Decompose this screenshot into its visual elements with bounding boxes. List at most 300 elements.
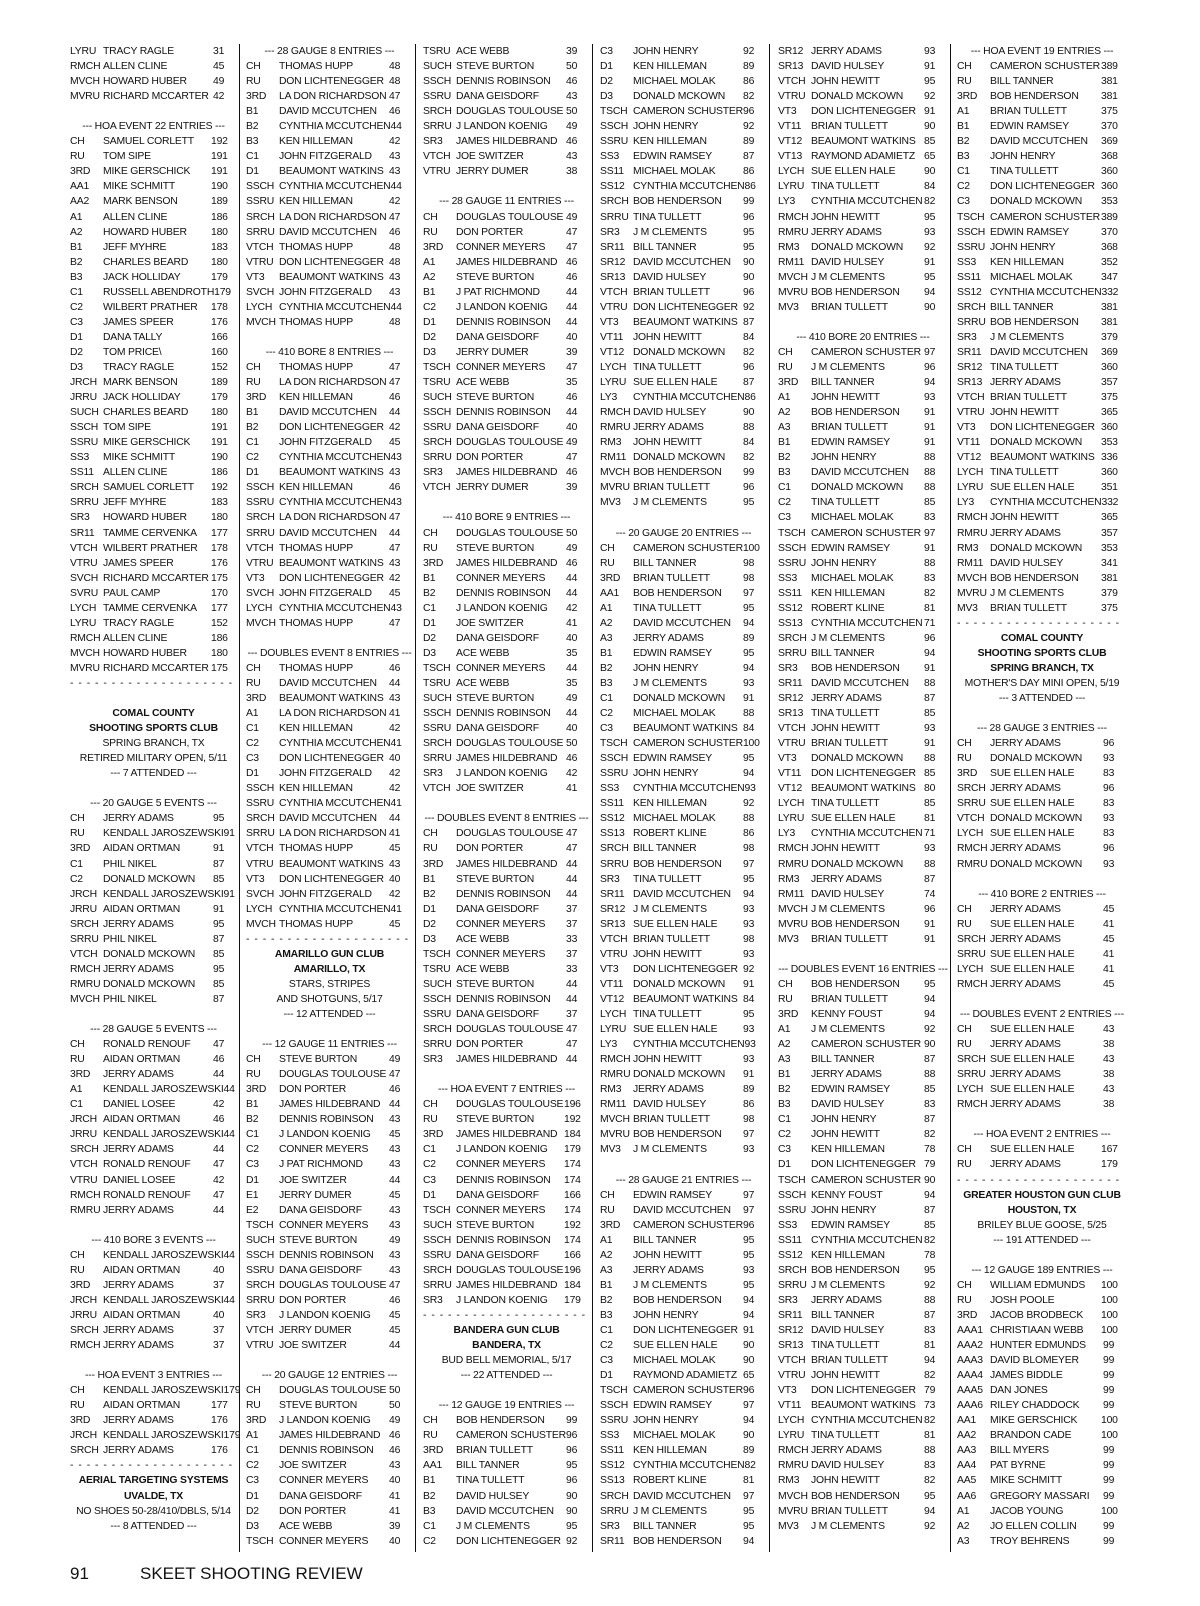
shooter-name: SUE ELLEN HALE (990, 948, 1075, 960)
shooter-name: MICHAEL MOLAK (811, 512, 894, 524)
award-class: RU (423, 1430, 438, 1442)
result-row (778, 74, 948, 89)
score: 41 (566, 617, 578, 629)
score: 90 (566, 1490, 578, 1502)
award-class: AA5 (957, 1475, 977, 1487)
shooter-name: DONALD MCKOWN (811, 753, 904, 765)
result-row (957, 480, 1127, 495)
result-row (600, 225, 767, 240)
shooter-name: DONALD MCKOWN (633, 452, 726, 464)
shooter-name: MIKE GERSCHICK (103, 166, 191, 178)
shooter-name: BOB HENDERSON (990, 316, 1079, 328)
shooter-name: BEAUMONT WATKINS (279, 166, 384, 178)
score: 99 (1103, 1445, 1115, 1457)
award-class: CH (957, 738, 972, 750)
score: 95 (743, 1505, 755, 1517)
result-row (246, 1112, 413, 1127)
score: 44 (389, 1340, 401, 1352)
award-class: LYCH (600, 361, 627, 373)
shooter-name: DON LICHTENEGGER (633, 301, 738, 313)
shooter-name: DENNIS ROBINSON (456, 888, 551, 900)
result-row (600, 556, 767, 571)
score: 84 (743, 331, 755, 343)
shooter-name: DON LICHTENEGGER (811, 1385, 916, 1397)
award-class: SSCH (778, 542, 807, 554)
shooter-name: J M CLEMENTS (633, 226, 707, 238)
result-row (600, 495, 767, 510)
result-row (778, 676, 948, 691)
shooter-name: DOUGLAS TOULOUSE (456, 1099, 564, 1111)
event-header: --- 28 GAUGE 21 ENTRIES --- (615, 1174, 752, 1186)
shooter-name: DENNIS ROBINSON (456, 993, 551, 1005)
score: 87 (924, 1204, 936, 1216)
score: 97 (924, 527, 936, 539)
shooter-name: JERRY ADAMS (103, 1340, 174, 1352)
result-row (246, 450, 413, 465)
score: 92 (924, 1520, 936, 1532)
award-class: SRRU (246, 1294, 275, 1306)
result-row (778, 781, 948, 796)
shooter-name: BOB HENDERSON (633, 858, 722, 870)
score: 94 (743, 1415, 755, 1427)
shooter-name: JACK HOLLIDAY (103, 271, 181, 283)
award-class: RMCH (778, 211, 809, 223)
result-row (70, 616, 237, 631)
score: 93 (744, 1039, 756, 1051)
shooter-name: J LANDON KOENIG (279, 1129, 371, 1141)
result-row (70, 210, 237, 225)
award-class: LYCH (778, 166, 805, 178)
score: 369 (1101, 346, 1118, 358)
result-row (423, 661, 590, 676)
shooter-name: CONNER MEYERS (456, 241, 546, 253)
score: 91 (924, 918, 936, 930)
result-row (778, 119, 948, 134)
score: 152 (211, 361, 228, 373)
shooter-name: JERRY DUMER (279, 1324, 352, 1336)
club-info: STARS, STRIPES (288, 978, 371, 990)
shooter-name: JOHN HEWITT (811, 392, 880, 404)
score: 84 (743, 723, 755, 735)
score: 152 (211, 617, 228, 629)
shooter-name: MIKE SCHMITT (990, 1475, 1063, 1487)
score: 88 (924, 557, 936, 569)
award-class: VT3 (778, 1385, 797, 1397)
score: 95 (924, 1264, 936, 1276)
shooter-name: BEAUMONT WATKINS (279, 467, 384, 479)
result-row (778, 1383, 948, 1398)
award-class: VT3 (600, 316, 619, 328)
shooter-name: DONALD MCKOWN (103, 948, 196, 960)
score: 191 (211, 166, 228, 178)
score: 96 (566, 1475, 578, 1487)
result-row (246, 586, 413, 601)
award-class: LY3 (600, 1039, 618, 1051)
result-row (778, 1398, 948, 1413)
shooter-name: DOUGLAS TOULOUSE (456, 437, 564, 449)
result-row (70, 661, 237, 676)
award-class: B3 (957, 151, 970, 163)
score: 47 (566, 361, 578, 373)
shooter-name: BEAUMONT WATKINS (633, 316, 738, 328)
award-class: D1 (70, 331, 83, 343)
award-class: AAA2 (957, 1340, 983, 1352)
score: 91 (924, 437, 936, 449)
award-class: C3 (600, 723, 613, 735)
award-class: A2 (70, 226, 83, 238)
shooter-name: DON LICHTENEGGER (456, 1535, 561, 1547)
result-row (70, 480, 237, 495)
award-class: VT13 (778, 151, 803, 163)
shooter-name: BRIAN TULLETT (633, 572, 710, 584)
result-row (70, 1067, 237, 1082)
award-class: C2 (423, 1159, 436, 1171)
score: 183 (211, 241, 228, 253)
award-class: SSCH (600, 753, 629, 765)
result-row (70, 450, 237, 465)
score: 47 (566, 241, 578, 253)
shooter-name: KEN HILLEMAN (990, 256, 1064, 268)
result-row (246, 1097, 413, 1112)
score: 71 (924, 617, 936, 629)
event-header: --- 12 GAUGE 11 ENTRIES --- (262, 1039, 397, 1051)
award-class: SRRU (600, 211, 629, 223)
shooter-name: SAMUEL CORLETT (103, 136, 194, 148)
award-class: RMCH (957, 843, 988, 855)
result-row (423, 1248, 590, 1263)
shooter-name: CAMERON SCHUSTER (633, 738, 743, 750)
result-row (423, 826, 590, 841)
result-row (423, 345, 590, 360)
page-footer (70, 1564, 363, 1584)
result-row (957, 1473, 1127, 1488)
award-class: VTRU (600, 948, 628, 960)
score: 43 (389, 1114, 401, 1126)
award-class: RMRU (600, 1069, 631, 1081)
shooter-name: J M CLEMENTS (811, 903, 885, 915)
result-row (600, 1263, 767, 1278)
score: 81 (924, 1340, 936, 1352)
award-class: LYRU (600, 377, 627, 389)
award-class: MVCH (778, 271, 808, 283)
result-row (246, 541, 413, 556)
award-class: C3 (246, 1475, 259, 1487)
shooter-name: DANA GEISDORF (456, 1189, 539, 1201)
award-class: SSRU (246, 798, 275, 810)
award-class: SSRU (778, 1204, 807, 1216)
result-row (778, 706, 948, 721)
award-class: RU (70, 828, 85, 840)
shooter-name: TINA TULLETT (633, 1009, 702, 1020)
shooter-name: AIDAN ORTMAN (103, 1264, 181, 1276)
shooter-name: EDWIN RAMSEY (633, 647, 713, 659)
award-class: RM3 (600, 1084, 622, 1096)
shooter-name: BRIAN TULLETT (633, 933, 710, 945)
result-row (246, 149, 413, 164)
award-class: SSCH (246, 181, 275, 193)
result-row (246, 390, 413, 405)
award-class: MV3 (600, 1144, 621, 1156)
score: 99 (1103, 1535, 1115, 1547)
award-class: TSRU (423, 963, 451, 975)
shooter-name: JAMES HILDEBRAND (456, 1054, 558, 1066)
shooter-name: TINA TULLETT (990, 166, 1059, 178)
section-divider: - - - - - - - - - - - - - - - - - - - - (246, 933, 410, 945)
award-class: SR3 (423, 768, 443, 780)
event-header: --- 28 GAUGE 5 EVENTS --- (90, 1024, 217, 1036)
result-row (778, 1052, 948, 1067)
spacer (957, 872, 1127, 887)
result-row (600, 1278, 767, 1293)
result-row (600, 315, 767, 330)
score: 40 (566, 632, 578, 644)
result-row (778, 104, 948, 119)
score: 90 (924, 1174, 936, 1186)
score: 42 (389, 136, 401, 148)
shooter-name: JOE SWITZER (279, 1340, 347, 1352)
score: 96 (1103, 783, 1115, 795)
shooter-name: DONALD MCKOWN (811, 858, 904, 870)
award-class: VTRU (957, 407, 985, 419)
result-row (70, 1052, 237, 1067)
award-class: LYRU (778, 1430, 805, 1442)
result-row (423, 556, 590, 571)
score: 86 (743, 76, 755, 88)
shooter-name: DON LICHTENEGGER (811, 1159, 916, 1171)
shooter-name: SUE ELLEN HALE (990, 1084, 1075, 1096)
spacer (246, 631, 413, 646)
shooter-name: DAVID HULSEY (633, 407, 707, 419)
shooter-name: RICHARD MCCARTER (103, 572, 209, 584)
shooter-name: BRIAN TULLETT (811, 1505, 888, 1517)
award-class: B3 (70, 271, 83, 283)
award-class: AAA3 (957, 1355, 983, 1367)
score: 91 (924, 738, 936, 750)
award-class: B2 (423, 888, 436, 900)
score: 47 (213, 1159, 225, 1171)
spacer (246, 1353, 413, 1368)
result-row (423, 932, 590, 947)
score: 186 (211, 467, 228, 479)
result-row (957, 225, 1127, 240)
award-class: SRRU (778, 647, 807, 659)
score: 365 (1101, 512, 1118, 524)
score: 96 (924, 903, 936, 915)
result-row (246, 1067, 413, 1082)
shooter-name: STEVE BURTON (456, 873, 535, 885)
result-row (778, 1218, 948, 1233)
award-class: D2 (246, 1505, 259, 1517)
award-class: AAA1 (957, 1324, 983, 1336)
shooter-name: DONALD MCKOWN (633, 1069, 726, 1081)
award-class: SS12 (600, 181, 625, 193)
award-class: 3RD (423, 1445, 444, 1457)
result-row (423, 420, 590, 435)
score: 44 (223, 1294, 235, 1306)
shooter-name: JOSH POOLE (990, 1294, 1055, 1306)
shooter-name: DON PORTER (456, 843, 524, 855)
award-class: SS12 (778, 602, 803, 614)
result-row (600, 857, 767, 872)
result-row (957, 1308, 1127, 1323)
shooter-name: DAVID MCCUTCHEN (633, 888, 731, 900)
shooter-name: CONNER MEYERS (456, 948, 546, 960)
club-name: SHOOTING SPORTS CLUB (977, 647, 1107, 659)
result-row (70, 841, 237, 856)
result-row (957, 781, 1127, 796)
award-class: SRCH (246, 211, 275, 223)
score: 100 (742, 738, 760, 750)
shooter-name: DAVID MCCUTCHEN (811, 467, 909, 479)
shooter-name: BRIAN TULLETT (990, 392, 1067, 404)
score: 180 (211, 226, 228, 238)
result-row (778, 225, 948, 240)
shooter-name: THOMAS HUPP (279, 918, 354, 930)
shooter-name: AIDAN ORTMAN (103, 1400, 181, 1412)
award-class: VTCH (778, 1355, 806, 1367)
score: 84 (743, 437, 755, 449)
score: 42 (566, 602, 578, 614)
shooter-name: DOUGLAS TOULOUSE (456, 828, 564, 840)
result-row (246, 1519, 413, 1534)
shooter-name: TINA TULLETT (990, 361, 1059, 373)
result-row (246, 194, 413, 209)
score: 48 (389, 256, 401, 268)
result-row (957, 420, 1127, 435)
award-class: A3 (600, 632, 613, 644)
award-class: LYCH (957, 467, 984, 479)
award-class: RU (246, 677, 261, 689)
award-class: C2 (246, 1460, 259, 1472)
club-info: BUD BELL MEMORIAL, 5/17 (441, 1355, 572, 1367)
award-class: SS3 (600, 783, 620, 795)
spacer (778, 947, 948, 962)
score: 50 (566, 106, 578, 118)
score: 38 (1103, 1069, 1115, 1081)
score: 91 (924, 407, 936, 419)
result-row (600, 59, 767, 74)
result-row (423, 721, 590, 736)
shooter-name: JOHN HEWITT (990, 407, 1059, 419)
shooter-name: DON LICHTENEGGER (811, 768, 916, 780)
result-row (70, 826, 237, 841)
score: 31 (213, 46, 225, 57)
award-class: C1 (778, 482, 791, 494)
result-row (600, 1233, 767, 1248)
shooter-name: DON LICHTENEGGER (811, 106, 916, 118)
result-row (246, 1458, 413, 1473)
score: 44 (389, 527, 401, 539)
score: 92 (924, 241, 936, 253)
score: 85 (924, 1084, 936, 1096)
result-row (423, 841, 590, 856)
score: 96 (1103, 738, 1115, 750)
result-row (957, 179, 1127, 194)
award-class: RU (423, 1114, 438, 1126)
score: 44 (566, 587, 578, 599)
result-row (957, 1278, 1127, 1293)
shooter-name: KENDALL JAROSZEWSKI (103, 1385, 224, 1397)
shooter-name: JAMES HILDEBRAND (456, 753, 558, 765)
shooter-name: JOHN HEWITT (633, 437, 702, 449)
score: 42 (213, 1174, 225, 1186)
result-row (423, 255, 590, 270)
award-class: SS11 (957, 271, 981, 283)
award-class: TSCH (423, 1204, 451, 1216)
score: 94 (743, 888, 755, 900)
result-row (957, 1037, 1127, 1052)
result-row (246, 556, 413, 571)
shooter-name: CYNTHIA MCCUTCHEN (633, 392, 745, 404)
shooter-name: DOUGLAS TOULOUSE (456, 738, 564, 750)
shooter-name: SUE ELLEN HALE (990, 482, 1075, 494)
score: 45 (389, 843, 401, 855)
score: 37 (566, 903, 578, 915)
result-row (70, 811, 237, 826)
result-row (778, 1007, 948, 1022)
shooter-name: ACE WEBB (279, 1520, 333, 1532)
result-row (600, 405, 767, 420)
result-row (778, 811, 948, 826)
club-info: BRILEY BLUE GOOSE, 5/25 (977, 1219, 1107, 1231)
award-class: TSCH (778, 1174, 806, 1186)
club-info: SPRING BRANCH, TX (102, 738, 205, 750)
award-class: SSRU (246, 497, 275, 509)
result-row (778, 164, 948, 179)
shooter-name: J M CLEMENTS (633, 903, 707, 915)
score: 46 (566, 271, 578, 283)
score: 93 (1103, 813, 1115, 825)
award-class: LYCH (246, 602, 273, 614)
shooter-name: JAMES HILDEBRAND (456, 1129, 558, 1141)
score: 381 (1101, 316, 1118, 328)
score: 46 (566, 467, 578, 479)
shooter-name: TINA TULLETT (633, 361, 702, 373)
result-row (778, 420, 948, 435)
result-row (246, 315, 413, 330)
shooter-name: JOHN FITZGERALD (279, 151, 372, 163)
result-row (600, 1413, 767, 1428)
award-class: RMRU (600, 422, 631, 434)
shooter-name: DON PORTER (279, 1505, 347, 1517)
result-row (600, 811, 767, 826)
score: 96 (743, 211, 755, 223)
award-class: B2 (70, 256, 83, 268)
award-class: RMRU (70, 978, 101, 990)
shooter-name: BRIAN TULLETT (811, 1355, 888, 1367)
award-class: SRRU (423, 753, 452, 765)
result-row (600, 631, 767, 646)
shooter-name: TOM PRICE\ (103, 346, 162, 358)
award-class: MV3 (600, 497, 621, 509)
spacer (600, 510, 767, 525)
score: 85 (924, 798, 936, 810)
score: 100 (1101, 1294, 1118, 1306)
result-row (246, 435, 413, 450)
shooter-name: J M CLEMENTS (633, 497, 707, 509)
shooter-name: DAVID HULSEY (811, 61, 885, 73)
shooter-name: STEVE BURTON (279, 1400, 358, 1412)
shooter-name: MIKE SCHMITT (103, 181, 176, 193)
result-row (957, 74, 1127, 89)
award-class: CH (600, 542, 615, 554)
score: 42 (389, 422, 401, 434)
score: 94 (743, 1294, 755, 1306)
result-row (246, 1413, 413, 1428)
score: 43 (390, 452, 402, 464)
award-class: VTRU (600, 301, 628, 313)
result-row (778, 902, 948, 917)
